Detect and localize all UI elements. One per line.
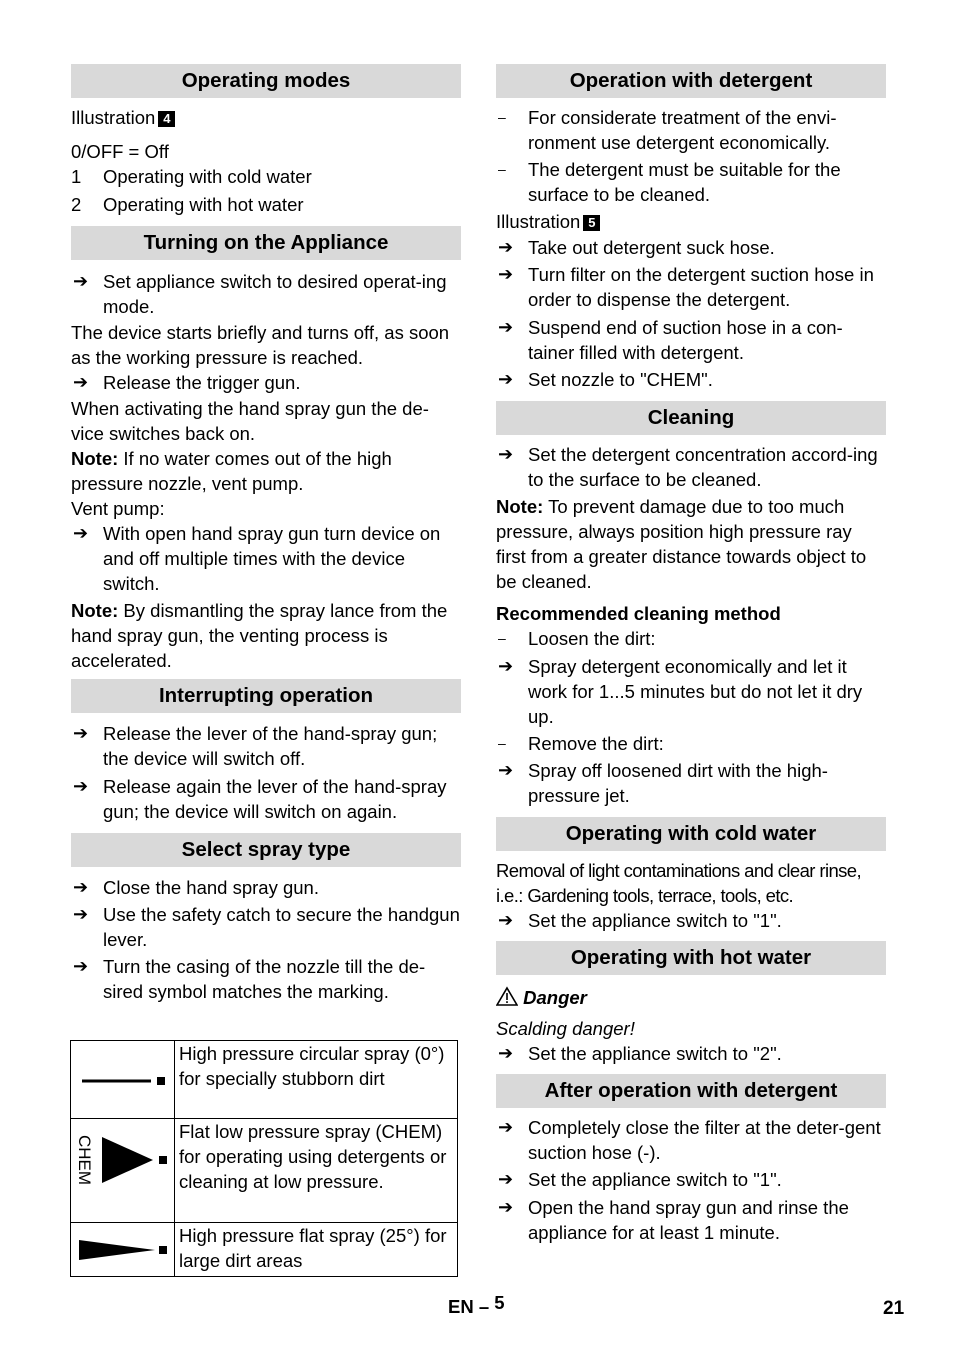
paragraph: The device starts briefly and turns off, as soon as the working pressure is reached. bbox=[71, 322, 450, 368]
warning-triangle-icon bbox=[496, 986, 518, 1012]
arrow-icon: ➔ bbox=[73, 723, 89, 743]
footer-section-number: EN – 5 bbox=[448, 1292, 505, 1317]
heading-interrupting: Interrupting operation bbox=[71, 679, 461, 713]
spray-description: Flat low pressure spray (CHEM) for operating using detergents or cleaning at low pressure. bbox=[175, 1119, 458, 1223]
heading-turning-on: Turning on the Appliance bbox=[71, 226, 461, 260]
heading-after-detergent: After operation with detergent bbox=[496, 1074, 886, 1108]
arrow-icon: ➔ bbox=[498, 1043, 514, 1063]
illustration-number-box: 4 bbox=[158, 111, 175, 127]
heading-detergent: Operation with detergent bbox=[496, 64, 886, 98]
dash-icon: – bbox=[498, 630, 506, 646]
step-item: ➔ Suspend end of suction hose in a con-tainer filled with detergent. bbox=[498, 317, 843, 363]
paragraph: Vent pump: bbox=[71, 498, 165, 519]
step-item: ➔ Set the appliance switch to "1". bbox=[498, 1169, 782, 1190]
step-item: ➔ Spray detergent economically and let it work for 1...5 minutes but do not let it dry up. bbox=[498, 656, 863, 727]
chem-spray-icon bbox=[71, 1119, 175, 1223]
step-item: ➔ Set the detergent concentration accord-ing to the surface to be cleaned. bbox=[498, 444, 878, 490]
step-item: ➔ Set the appliance switch to "1". bbox=[498, 910, 782, 931]
note: Note: If no water comes out of the high pressure nozzle, vent pump. bbox=[71, 448, 392, 494]
left-column bbox=[71, 64, 461, 1004]
arrow-icon: ➔ bbox=[73, 372, 89, 392]
dash-icon: – bbox=[498, 109, 506, 125]
arrow-icon: ➔ bbox=[73, 776, 89, 796]
spray-description: High pressure circular spray (0°) for specially stubborn dirt bbox=[175, 1041, 458, 1119]
page-number: 21 bbox=[883, 1298, 905, 1319]
step-item: ➔ Release the trigger gun. bbox=[73, 372, 301, 393]
mode-item: 1 Operating with cold water bbox=[71, 166, 312, 187]
dash-item: – For considerate treatment of the envi-ronment use detergent economically. bbox=[498, 107, 837, 153]
arrow-icon: ➔ bbox=[498, 369, 514, 389]
arrow-icon: ➔ bbox=[498, 910, 514, 930]
step-item: ➔ Completely close the filter at the deter-gent suction hose (-). bbox=[498, 1117, 881, 1163]
arrow-icon: ➔ bbox=[498, 317, 514, 337]
right-column bbox=[496, 64, 886, 1245]
note: Note: By dismantling the spray lance from the hand spray gun, the venting process is accelerated. bbox=[71, 600, 448, 671]
arrow-icon: ➔ bbox=[498, 1169, 514, 1189]
heading-operating-modes: Operating modes bbox=[71, 64, 461, 98]
step-item: ➔ Set appliance switch to desired operat-ing mode. bbox=[73, 271, 447, 317]
arrow-icon: ➔ bbox=[73, 877, 89, 897]
table-row bbox=[71, 1119, 458, 1223]
step-item: ➔ With open hand spray gun turn device on and off multiple times with the device switch. bbox=[73, 523, 441, 594]
heading-cold-water: Operating with cold water bbox=[496, 817, 886, 851]
illustration-ref: Illustration 5 bbox=[496, 209, 886, 234]
table-row bbox=[71, 1223, 458, 1277]
spray-type-table bbox=[70, 1040, 458, 1277]
step-item: ➔ Open the hand spray gun and rinse the appliance for at least 1 minute. bbox=[498, 1197, 849, 1243]
arrow-icon: ➔ bbox=[498, 237, 514, 257]
mode-item: 2 Operating with hot water bbox=[71, 194, 304, 215]
spray-description: High pressure flat spray (25°) for large dirt areas bbox=[175, 1223, 458, 1277]
heading-cleaning: Cleaning bbox=[496, 401, 886, 435]
dash-item: – Remove the dirt: bbox=[498, 733, 664, 754]
step-item: ➔ Use the safety catch to secure the handgun lever. bbox=[73, 904, 460, 950]
step-item: ➔ Turn filter on the detergent suction hose in order to dispense the detergent. bbox=[498, 264, 874, 310]
chem-label: CHEM bbox=[75, 1135, 94, 1186]
step-item: ➔ Turn the casing of the nozzle till the de-sired symbol matches the marking. bbox=[73, 956, 426, 1002]
heading-hot-water: Operating with hot water bbox=[496, 941, 886, 975]
note: Note: To prevent damage due to too much pressure, always position high pressure ray first from a greater distance towards object to be cleaned. bbox=[496, 496, 867, 592]
step-item: ➔ Close the hand spray gun. bbox=[73, 877, 319, 898]
paragraph: When activating the hand spray gun the de-vice switches back on. bbox=[71, 398, 429, 444]
arrow-icon: ➔ bbox=[498, 444, 514, 464]
dash-item: – The detergent must be suitable for the surface to be cleaned. bbox=[498, 159, 841, 205]
illustration-number-box: 5 bbox=[583, 215, 600, 231]
step-item: ➔ Take out detergent suck hose. bbox=[498, 237, 775, 258]
danger-text: Scalding danger! bbox=[496, 1018, 635, 1039]
step-item: ➔ Set nozzle to "CHEM". bbox=[498, 369, 713, 390]
step-item: ➔ Release again the lever of the hand-spray gun; the device will switch on again. bbox=[73, 776, 447, 822]
arrow-icon: ➔ bbox=[498, 656, 514, 676]
step-item: ➔ Release the lever of the hand-spray gun; the device will switch off. bbox=[73, 723, 438, 769]
dash-icon: – bbox=[498, 735, 506, 751]
arrow-icon: ➔ bbox=[73, 271, 89, 291]
arrow-icon: ➔ bbox=[73, 904, 89, 924]
off-mode-line: 0/OFF = Off bbox=[71, 141, 169, 162]
arrow-icon: ➔ bbox=[498, 1117, 514, 1137]
step-item: ➔ Set the appliance switch to "2". bbox=[498, 1043, 782, 1064]
step-item: ➔ Spray off loosened dirt with the high-pressure jet. bbox=[498, 760, 828, 806]
heading-spray-type: Select spray type bbox=[71, 833, 461, 867]
dash-icon: – bbox=[498, 161, 506, 177]
arrow-icon: ➔ bbox=[498, 1197, 514, 1217]
arrow-icon: ➔ bbox=[73, 956, 89, 976]
subheading-method: Recommended cleaning method bbox=[496, 603, 781, 624]
arrow-icon: ➔ bbox=[498, 264, 514, 284]
arrow-icon: ➔ bbox=[498, 760, 514, 780]
paragraph: Removal of light contaminations and clear rinse, i.e.: Gardening tools, terrace, tools, etc. bbox=[496, 860, 862, 906]
danger-label: Danger bbox=[496, 985, 886, 1012]
arrow-icon: ➔ bbox=[73, 523, 89, 543]
dash-item: – Loosen the dirt: bbox=[498, 628, 656, 649]
flat-spray-icon bbox=[71, 1223, 175, 1277]
illustration-ref: Illustration 4 bbox=[71, 105, 461, 130]
circular-spray-icon bbox=[71, 1041, 175, 1119]
table-row bbox=[71, 1041, 458, 1119]
